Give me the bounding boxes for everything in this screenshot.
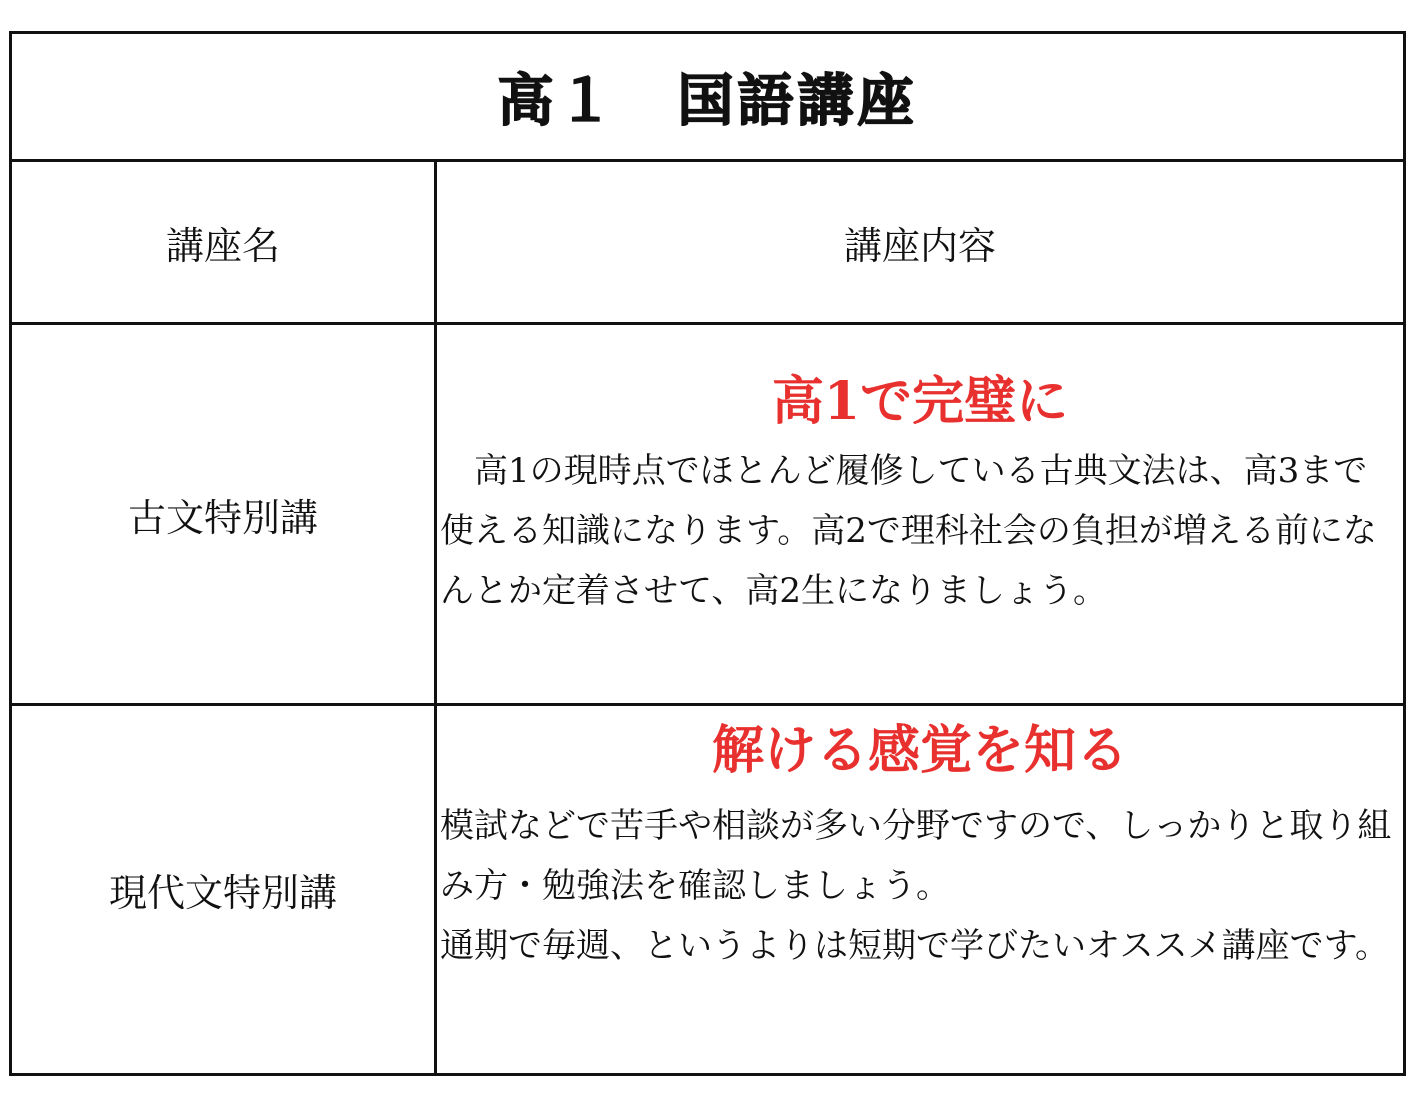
course-content [437, 706, 1403, 1073]
title-row [12, 34, 1403, 162]
page-title: 高１ 国語講座 [497, 68, 918, 134]
course-description: 模試などで苦手や相談が多い分野ですので、しっかりと取り組み方・勉強法を確認しましょう。 通期で毎週、というよりは短期で学びたいオススメ講座です。 [440, 806, 1392, 967]
course-name: 現代文特別講 [12, 706, 437, 1073]
course-table [9, 31, 1406, 1076]
course-content [437, 325, 1403, 703]
course-name: 古文特別講 [12, 325, 437, 703]
table-header-row [12, 162, 1403, 325]
course-description: 高1の現時点でほとんど履修している古典文法は、高3まで使える知識になります。高2で理科社会の負担が増える前になんとか定着させて、高2生になりましょう。 [440, 451, 1377, 612]
course-headline: 解ける感覚を知る [711, 720, 1128, 781]
course-headline: 高1で完璧に [771, 371, 1069, 432]
header-course-name: 講座名 [12, 162, 437, 322]
table-row [12, 325, 1403, 706]
table-row [12, 706, 1403, 1073]
header-course-content: 講座内容 [843, 223, 996, 268]
